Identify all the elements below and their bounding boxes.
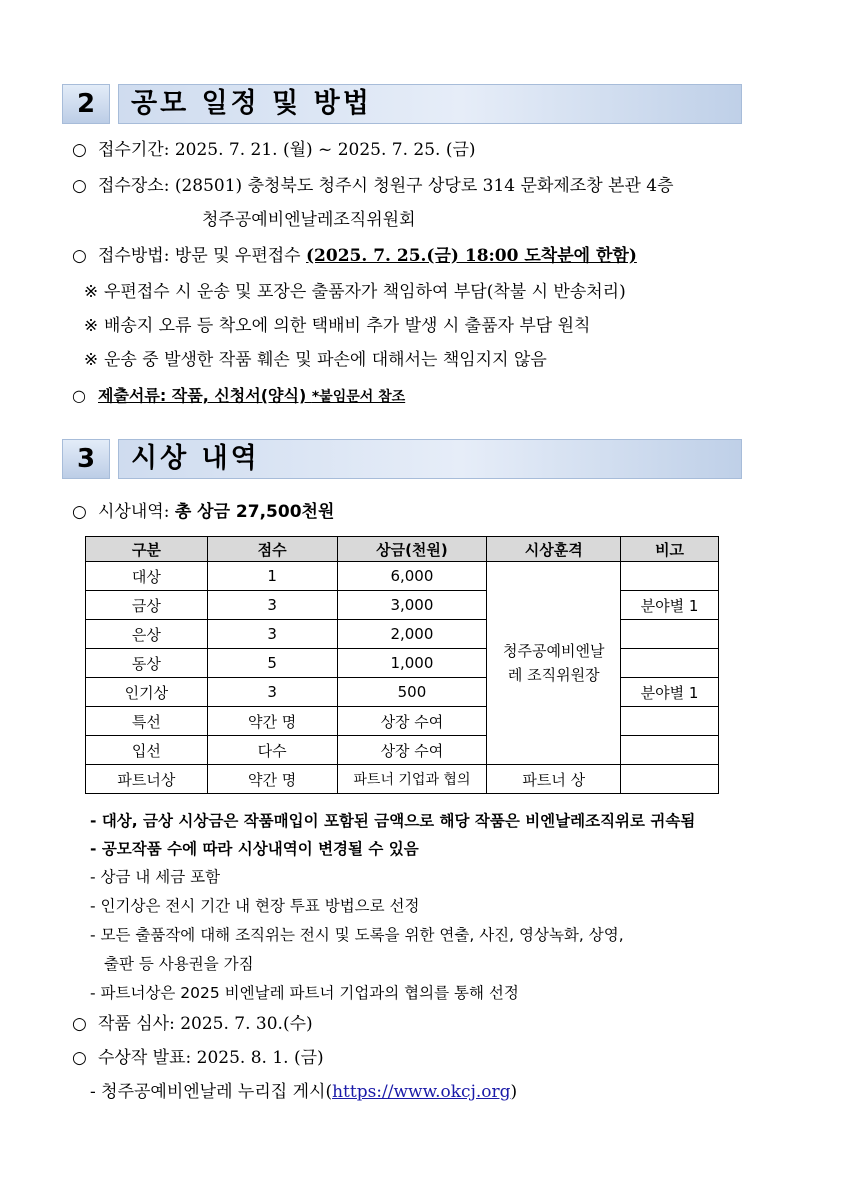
section-3-header bbox=[62, 439, 742, 479]
table-row bbox=[86, 649, 719, 678]
total-prize: 총 상금 27,500천원 bbox=[174, 502, 335, 522]
section-2-header bbox=[62, 84, 742, 124]
note-damage: ※ 운송 중 발생한 작품 훼손 및 파손에 대해서는 책임지지 않음 bbox=[78, 348, 547, 372]
remark-tax: - 상금 내 세금 포함 bbox=[90, 868, 221, 886]
header-note: 비고 bbox=[621, 537, 719, 562]
cell-award: 입선 bbox=[86, 736, 208, 765]
cell-note bbox=[621, 736, 719, 765]
cell-award: 인기상 bbox=[86, 678, 208, 707]
website-link[interactable]: https://www.okcj.org bbox=[332, 1082, 511, 1102]
remark-rights-cont: 출판 등 사용권을 가짐 bbox=[104, 955, 254, 973]
cell-award: 파트너상 bbox=[86, 765, 208, 794]
section-number: 3 bbox=[62, 439, 110, 479]
receipt-period: ○ 접수기간: 2025. 7. 21. (월) ~ 2025. 7. 25. (금) bbox=[72, 140, 476, 160]
note-delivery-error: ※ 배송지 오류 등 착오에 의한 택배비 추가 발생 시 출품자 부담 원칙 bbox=[78, 314, 590, 338]
cell-count: 3 bbox=[207, 620, 337, 649]
receipt-location: ○ 접수장소: (28501) 충청북도 청주시 청원구 상당로 314 문화제조창 본관 4층 bbox=[72, 176, 674, 196]
receipt-location-org: 청주공예비엔날레조직위원회 bbox=[202, 210, 416, 230]
cell-prize: 상장 수여 bbox=[337, 707, 487, 736]
circle-bullet-icon: ○ bbox=[72, 386, 86, 405]
cell-award: 은상 bbox=[86, 620, 208, 649]
cell-note bbox=[621, 620, 719, 649]
note-shipping: ※ 우편접수 시 운송 및 포장은 출품자가 책임하여 부담(착불 시 반송처리) bbox=[78, 280, 626, 304]
header-prize: 상금(천원) bbox=[337, 537, 487, 562]
deadline-emphasis: (2025. 7. 25.(금) 18:00 도착분에 한함) bbox=[306, 246, 637, 266]
cell-note bbox=[621, 649, 719, 678]
announce-post: - 청주공예비엔날레 누리집 게시(https://www.okcj.org) bbox=[90, 1082, 518, 1102]
table-row bbox=[86, 562, 719, 591]
reference-mark-icon: ※ bbox=[83, 316, 99, 336]
circle-bullet-icon: ○ bbox=[72, 502, 87, 522]
table-row bbox=[86, 707, 719, 736]
cell-note: 분야별 1 bbox=[621, 678, 719, 707]
table-header-row bbox=[86, 537, 719, 562]
cell-count: 3 bbox=[207, 591, 337, 620]
cell-count: 5 bbox=[207, 649, 337, 678]
remark-change: - 공모작품 수에 따라 시상내역이 변경될 수 있음 bbox=[90, 840, 419, 858]
remark-partner: - 파트너상은 2025 비엔날레 파트너 기업과의 협의를 통해 선정 bbox=[90, 984, 519, 1002]
cell-prize: 6,000 bbox=[337, 562, 487, 591]
cell-count: 약간 명 bbox=[207, 707, 337, 736]
table-row bbox=[86, 736, 719, 765]
remark-rights: - 모든 출품작에 대해 조직위는 전시 및 도록을 위한 연출, 사진, 영상녹화, 상영, bbox=[90, 926, 624, 944]
cell-prize: 500 bbox=[337, 678, 487, 707]
cell-award: 금상 bbox=[86, 591, 208, 620]
cell-count: 약간 명 bbox=[207, 765, 337, 794]
cell-award: 동상 bbox=[86, 649, 208, 678]
cell-grade: 파트너 상 bbox=[487, 765, 621, 794]
cell-award: 특선 bbox=[86, 707, 208, 736]
table-row bbox=[86, 591, 719, 620]
section-title: 시상 내역 bbox=[118, 439, 742, 479]
cell-prize: 2,000 bbox=[337, 620, 487, 649]
circle-bullet-icon: ○ bbox=[72, 140, 87, 160]
circle-bullet-icon: ○ bbox=[72, 1048, 87, 1068]
cell-note: 분야별 1 bbox=[621, 591, 719, 620]
table-row bbox=[86, 765, 719, 794]
cell-count: 1 bbox=[207, 562, 337, 591]
cell-prize: 1,000 bbox=[337, 649, 487, 678]
cell-prize: 상장 수여 bbox=[337, 736, 487, 765]
section-title: 공모 일정 및 방법 bbox=[118, 84, 742, 124]
reference-mark-icon: ※ bbox=[83, 282, 99, 302]
review-date: ○ 작품 심사: 2025. 7. 30.(수) bbox=[72, 1014, 313, 1034]
cell-prize: 3,000 bbox=[337, 591, 487, 620]
circle-bullet-icon: ○ bbox=[72, 246, 87, 266]
table-row bbox=[86, 678, 719, 707]
cell-count: 3 bbox=[207, 678, 337, 707]
circle-bullet-icon: ○ bbox=[72, 176, 87, 196]
cell-note bbox=[621, 562, 719, 591]
header-award: 구분 bbox=[86, 537, 208, 562]
cell-grade-merged: 청주공예비엔날레 조직위원장 bbox=[487, 562, 621, 765]
receipt-method: ○ 접수방법: 방문 및 우편접수 (2025. 7. 25.(금) 18:00 도착분에 한함) bbox=[72, 246, 637, 266]
remark-popular: - 인기상은 전시 기간 내 현장 투표 방법으로 선정 bbox=[90, 897, 420, 915]
table-row bbox=[86, 620, 719, 649]
reference-mark-icon: ※ bbox=[83, 350, 99, 370]
submission-docs: ○ 제출서류: 작품, 신청서(양식) *붙임문서 참조 bbox=[72, 384, 405, 409]
header-count: 점수 bbox=[207, 537, 337, 562]
cell-note bbox=[621, 765, 719, 794]
cell-award: 대상 bbox=[86, 562, 208, 591]
announce-date: ○ 수상작 발표: 2025. 8. 1. (금) bbox=[72, 1048, 324, 1068]
award-summary: ○ 시상내역: 총 상금 27,500천원 bbox=[72, 502, 335, 522]
cell-count: 다수 bbox=[207, 736, 337, 765]
cell-prize: 파트너 기업과 협의 bbox=[337, 765, 487, 794]
header-grade: 시상훈격 bbox=[487, 537, 621, 562]
awards-table bbox=[85, 536, 719, 794]
section-number: 2 bbox=[62, 84, 110, 124]
remark-purchase: - 대상, 금상 시상금은 작품매입이 포함된 금액으로 해당 작품은 비엔날레조직위로 귀속됨 bbox=[90, 812, 696, 830]
cell-note bbox=[621, 707, 719, 736]
circle-bullet-icon: ○ bbox=[72, 1014, 87, 1034]
